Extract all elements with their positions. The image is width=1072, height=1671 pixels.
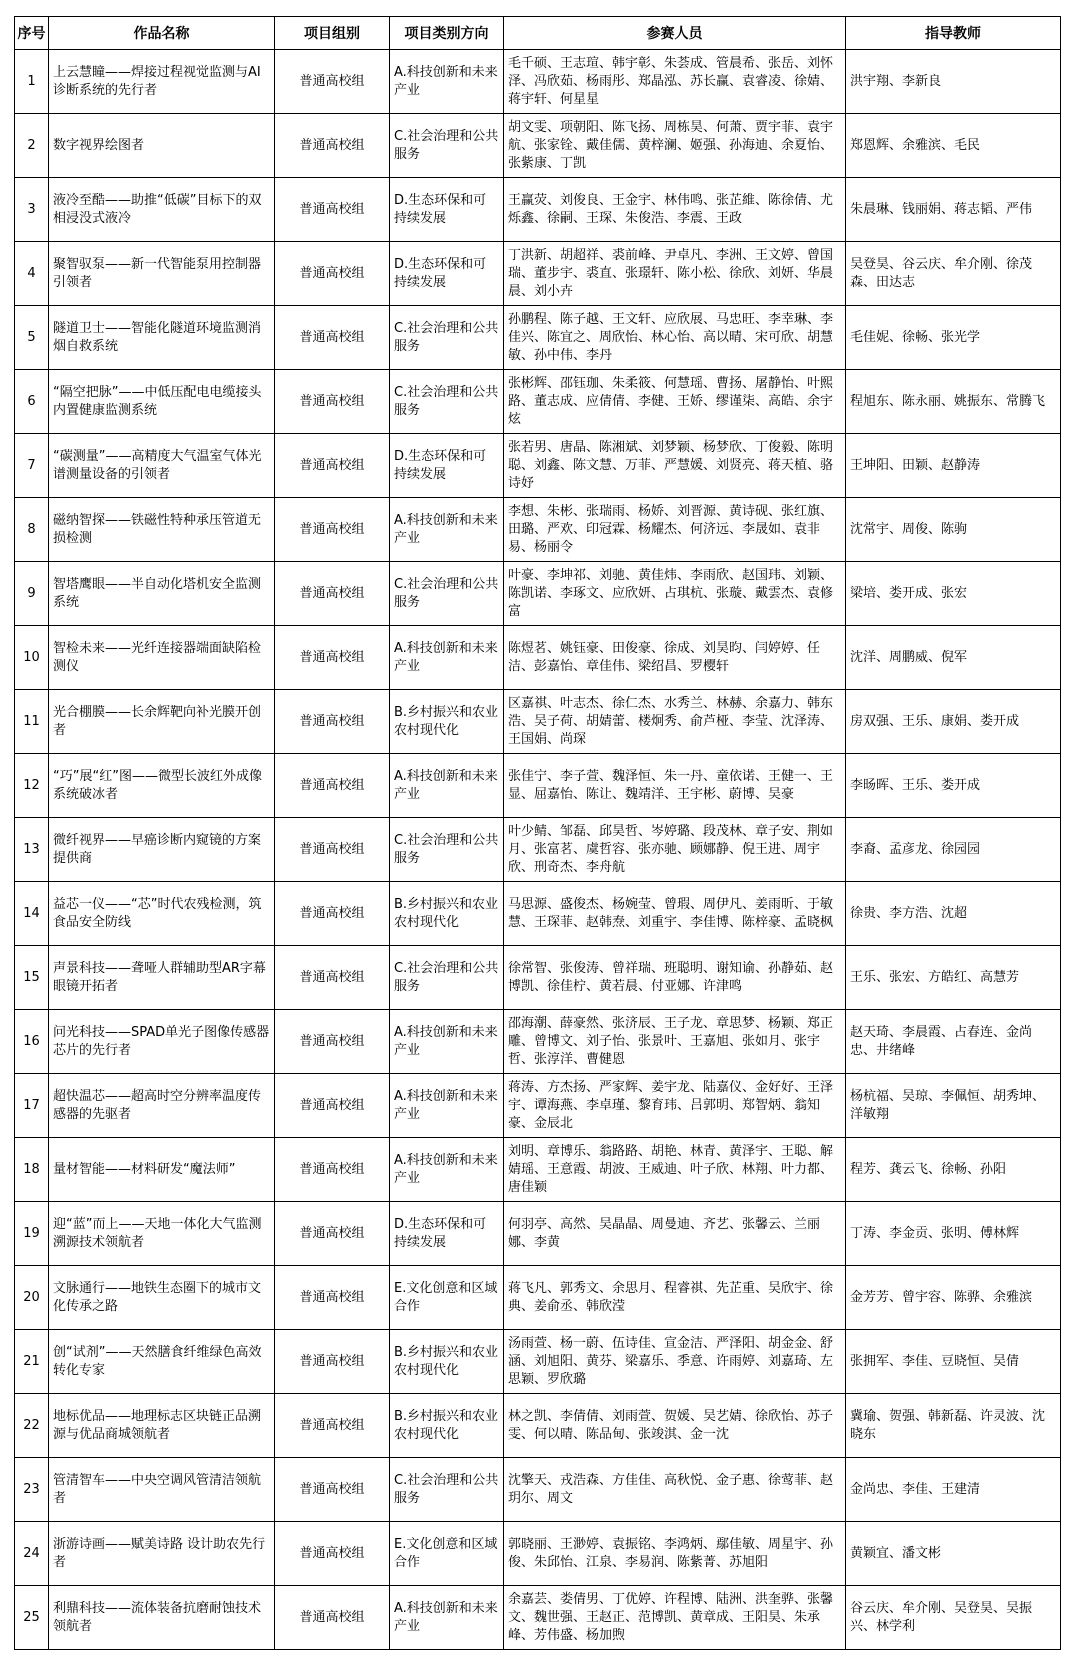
cell-serial: 20 bbox=[15, 1266, 49, 1330]
cell-teachers: 李裔、孟彦龙、徐园园 bbox=[846, 818, 1061, 882]
cell-serial: 8 bbox=[15, 498, 49, 562]
cell-work-name: 隧道卫士——智能化隧道环境监测消烟自救系统 bbox=[49, 306, 275, 370]
cell-members: 毛千硕、王志瑄、韩宇彰、朱荟成、管晨希、张岳、刘怀泽、冯欣茹、杨雨彤、郑晶泓、苏长赢、袁睿凌、徐婧、蒋宇轩、何星星 bbox=[504, 50, 846, 114]
cell-work-name: 声景科技——聋哑人群辅助型AR字幕眼镜开拓者 bbox=[49, 946, 275, 1010]
cell-teachers: 谷云庆、牟介刚、吴登昊、吴振兴、林学利 bbox=[846, 1586, 1061, 1650]
cell-members: 余嘉芸、娄倩男、丁优婷、许程博、陆洲、洪奎骅、张馨文、魏世强、王赵正、范博凯、黄章成、王阳昊、朱承峰、芳伟盛、杨加煦 bbox=[504, 1586, 846, 1650]
cell-members: 李想、朱彬、张瑞雨、杨娇、刘晋源、黄诗砚、张红旗、田璐、严欢、印冠霖、杨耀杰、何济远、李晟如、袁非易、杨丽令 bbox=[504, 498, 846, 562]
cell-members: 何羽亭、高然、吴晶晶、周曼迪、齐艺、张馨云、兰丽娜、李黄 bbox=[504, 1202, 846, 1266]
cell-category: C.社会治理和公共服务 bbox=[390, 946, 504, 1010]
cell-serial: 18 bbox=[15, 1138, 49, 1202]
table-row bbox=[15, 178, 1061, 242]
cell-serial: 2 bbox=[15, 114, 49, 178]
table-row bbox=[15, 1266, 1061, 1330]
cell-group: 普通高校组 bbox=[275, 1330, 390, 1394]
cell-members: 叶少鲭、邹磊、邱昊哲、岑婷璐、段茂林、章子安、荆如月、张富茗、虞哲容、张亦驰、顾娜静、倪王进、周宇欣、刑奇杰、李舟航 bbox=[504, 818, 846, 882]
cell-teachers: 郑恩辉、余雅滨、毛民 bbox=[846, 114, 1061, 178]
award-list-page bbox=[14, 16, 1060, 1650]
cell-category: A.科技创新和未来产业 bbox=[390, 1138, 504, 1202]
table-row bbox=[15, 562, 1061, 626]
cell-work-name: 磁纳智探——铁磁性特种承压管道无损检测 bbox=[49, 498, 275, 562]
table-row bbox=[15, 242, 1061, 306]
cell-category: A.科技创新和未来产业 bbox=[390, 1074, 504, 1138]
cell-group: 普通高校组 bbox=[275, 562, 390, 626]
cell-group: 普通高校组 bbox=[275, 114, 390, 178]
cell-work-name: 量材智能——材料研发“魔法师” bbox=[49, 1138, 275, 1202]
cell-category: A.科技创新和未来产业 bbox=[390, 1010, 504, 1074]
cell-members: 徐常智、张俊涛、曾祥瑞、班聪明、谢知谕、孙静茹、赵博凯、徐佳柠、黄若晨、付亚娜、许津鸣 bbox=[504, 946, 846, 1010]
cell-work-name: 问光科技——SPAD单光子图像传感器芯片的先行者 bbox=[49, 1010, 275, 1074]
cell-teachers: 徐贵、李方浩、沈超 bbox=[846, 882, 1061, 946]
cell-members: 蒋飞凡、郭秀文、余思月、程睿祺、先芷重、吴欣宇、徐典、姜俞丞、韩欣滢 bbox=[504, 1266, 846, 1330]
cell-group: 普通高校组 bbox=[275, 1522, 390, 1586]
cell-work-name: 益芯一仪——“芯”时代农残检测，筑食品安全防线 bbox=[49, 882, 275, 946]
cell-members: 邵海潮、薛豪然、张济辰、王子龙、章思梦、杨颖、郑正雕、曾博文、刘子怡、张景叶、王嘉旭、张如月、张宇哲、张淳洋、曹健恩 bbox=[504, 1010, 846, 1074]
cell-work-name: 上云慧瞳——焊接过程视觉监测与AI 诊断系统的先行者 bbox=[49, 50, 275, 114]
table-row bbox=[15, 690, 1061, 754]
cell-category: B.乡村振兴和农业农村现代化 bbox=[390, 690, 504, 754]
cell-serial: 17 bbox=[15, 1074, 49, 1138]
table-row bbox=[15, 1394, 1061, 1458]
cell-work-name: 超快温芯——超高时空分辨率温度传感器的先驱者 bbox=[49, 1074, 275, 1138]
cell-group: 普通高校组 bbox=[275, 306, 390, 370]
cell-work-name: 管清智车——中央空调风管清洁领航者 bbox=[49, 1458, 275, 1522]
cell-members: 郭晓丽、王渺婷、袁振铭、李鸿炳、鄢佳敏、周星宇、孙俊、朱邱怡、江泉、李易润、陈紫菁、苏旭阳 bbox=[504, 1522, 846, 1586]
table-row bbox=[15, 434, 1061, 498]
cell-category: E.文化创意和区域合作 bbox=[390, 1522, 504, 1586]
cell-group: 普通高校组 bbox=[275, 434, 390, 498]
cell-members: 汤雨萱、杨一蔚、伍诗佳、宣金洁、严泽阳、胡金金、舒涵、刘旭阳、黄芬、梁嘉乐、季意、许雨婷、刘嘉琦、左思颖、罗欣璐 bbox=[504, 1330, 846, 1394]
cell-group: 普通高校组 bbox=[275, 1458, 390, 1522]
cell-category: C.社会治理和公共服务 bbox=[390, 114, 504, 178]
cell-category: C.社会治理和公共服务 bbox=[390, 818, 504, 882]
cell-group: 普通高校组 bbox=[275, 626, 390, 690]
cell-teachers: 冀瑜、贺强、韩新磊、许灵波、沈晓东 bbox=[846, 1394, 1061, 1458]
cell-group: 普通高校组 bbox=[275, 1394, 390, 1458]
cell-category: B.乡村振兴和农业农村现代化 bbox=[390, 882, 504, 946]
table-body bbox=[15, 50, 1061, 1650]
cell-work-name: 利鼎科技——流体装备抗磨耐蚀技术领航者 bbox=[49, 1586, 275, 1650]
cell-serial: 15 bbox=[15, 946, 49, 1010]
cell-teachers: 赵天琦、李晨霞、占春连、金尚忠、井绪峰 bbox=[846, 1010, 1061, 1074]
cell-members: 林之凯、李倩倩、刘雨萱、贺媛、吴艺婧、徐欣怡、苏子雯、何以晴、陈品甸、张竣淇、金一沈 bbox=[504, 1394, 846, 1458]
cell-serial: 16 bbox=[15, 1010, 49, 1074]
table-row bbox=[15, 1074, 1061, 1138]
cell-work-name: 数字视界绘图者 bbox=[49, 114, 275, 178]
cell-category: B.乡村振兴和农业农村现代化 bbox=[390, 1394, 504, 1458]
cell-serial: 21 bbox=[15, 1330, 49, 1394]
cell-serial: 9 bbox=[15, 562, 49, 626]
cell-serial: 1 bbox=[15, 50, 49, 114]
table-row bbox=[15, 50, 1061, 114]
table-row bbox=[15, 1138, 1061, 1202]
cell-category: C.社会治理和公共服务 bbox=[390, 306, 504, 370]
cell-work-name: 聚智驭泵——新一代智能泵用控制器引领者 bbox=[49, 242, 275, 306]
cell-group: 普通高校组 bbox=[275, 242, 390, 306]
table-row bbox=[15, 306, 1061, 370]
cell-work-name: 液冷至酷——助推“低碳”目标下的双相浸没式液冷 bbox=[49, 178, 275, 242]
cell-teachers: 杨杭福、吴琼、李佩恒、胡秀坤、洋敏翔 bbox=[846, 1074, 1061, 1138]
cell-members: 蒋涛、方杰扬、严家辉、姜宇龙、陆嘉仪、金好好、王泽宇、谭海燕、李卓瑾、黎育玮、吕郭明、郑智炳、翁知豪、金辰北 bbox=[504, 1074, 846, 1138]
cell-category: E.文化创意和区域合作 bbox=[390, 1266, 504, 1330]
cell-work-name: 文脉通行——地铁生态圈下的城市文化传承之路 bbox=[49, 1266, 275, 1330]
cell-category: C.社会治理和公共服务 bbox=[390, 370, 504, 434]
cell-serial: 4 bbox=[15, 242, 49, 306]
cell-group: 普通高校组 bbox=[275, 1586, 390, 1650]
cell-teachers: 洪宇翔、李新良 bbox=[846, 50, 1061, 114]
cell-serial: 25 bbox=[15, 1586, 49, 1650]
cell-teachers: 丁涛、李金贡、张明、傅林辉 bbox=[846, 1202, 1061, 1266]
cell-work-name: 创“试剂”——天然膳食纤维绿色高效转化专家 bbox=[49, 1330, 275, 1394]
cell-serial: 11 bbox=[15, 690, 49, 754]
cell-teachers: 金尚忠、李佳、王建清 bbox=[846, 1458, 1061, 1522]
table-row bbox=[15, 754, 1061, 818]
cell-category: C.社会治理和公共服务 bbox=[390, 1458, 504, 1522]
cell-members: 叶豪、李坤祁、刘驰、黄佳炜、李雨欣、赵国玮、刘颖、陈凯诺、李琢文、应欣妍、占琪杭、张璇、戴雲杰、袁修富 bbox=[504, 562, 846, 626]
cell-work-name: 微纤视界——早癌诊断内窥镜的方案提供商 bbox=[49, 818, 275, 882]
cell-serial: 13 bbox=[15, 818, 49, 882]
cell-work-name: 迎“蓝”而上——天地一体化大气监测溯源技术领航者 bbox=[49, 1202, 275, 1266]
cell-serial: 23 bbox=[15, 1458, 49, 1522]
cell-work-name: “巧”展“红”图——微型长波红外成像系统破冰者 bbox=[49, 754, 275, 818]
cell-members: 沈擎天、戎浩森、方佳佳、高秋悦、金子惠、徐莺菲、赵玥尔、周文 bbox=[504, 1458, 846, 1522]
cell-work-name: 光合棚膜——长余辉靶向补光膜开创者 bbox=[49, 690, 275, 754]
cell-category: B.乡村振兴和农业农村现代化 bbox=[390, 1330, 504, 1394]
cell-category: A.科技创新和未来产业 bbox=[390, 626, 504, 690]
cell-teachers: 毛佳妮、徐畅、张光学 bbox=[846, 306, 1061, 370]
cell-category: A.科技创新和未来产业 bbox=[390, 1586, 504, 1650]
cell-teachers: 金芳芳、曾宇容、陈骅、余雅滨 bbox=[846, 1266, 1061, 1330]
cell-work-name: 智检未来——光纤连接器端面缺陷检测仪 bbox=[49, 626, 275, 690]
table-row bbox=[15, 1586, 1061, 1650]
header-category: 项目类别方向 bbox=[390, 17, 504, 50]
cell-category: D.生态环保和可持续发展 bbox=[390, 434, 504, 498]
cell-work-name: 浙游诗画——赋美诗路 设计助农先行者 bbox=[49, 1522, 275, 1586]
table-row bbox=[15, 114, 1061, 178]
table-row bbox=[15, 1010, 1061, 1074]
cell-work-name: “碳测量”——高精度大气温室气体光谱测量设备的引领者 bbox=[49, 434, 275, 498]
cell-category: D.生态环保和可持续发展 bbox=[390, 242, 504, 306]
cell-group: 普通高校组 bbox=[275, 498, 390, 562]
cell-members: 胡文雯、项朝阳、陈飞扬、周栋昊、何萧、贾宇菲、袁宇航、张家铨、戴佳儒、黄梓澜、姬强、孙海迪、余夏怡、张紫康、丁凯 bbox=[504, 114, 846, 178]
cell-group: 普通高校组 bbox=[275, 818, 390, 882]
cell-teachers: 沈洋、周鹏威、倪军 bbox=[846, 626, 1061, 690]
cell-category: D.生态环保和可持续发展 bbox=[390, 178, 504, 242]
table-row bbox=[15, 370, 1061, 434]
cell-serial: 12 bbox=[15, 754, 49, 818]
cell-teachers: 朱晨琳、钱丽娟、蒋志韬、严伟 bbox=[846, 178, 1061, 242]
cell-teachers: 房双强、王乐、康娟、娄开成 bbox=[846, 690, 1061, 754]
cell-members: 张佳宁、李子萱、魏泽恒、朱一丹、童依诺、王健一、王显、屈嘉怡、陈让、魏靖洋、王宇彬、蔚博、吴豪 bbox=[504, 754, 846, 818]
cell-teachers: 程芳、龚云飞、徐畅、孙阳 bbox=[846, 1138, 1061, 1202]
header-work-name: 作品名称 bbox=[49, 17, 275, 50]
table-row bbox=[15, 946, 1061, 1010]
table-row bbox=[15, 1330, 1061, 1394]
cell-teachers: 王坤阳、田颖、赵静涛 bbox=[846, 434, 1061, 498]
cell-serial: 24 bbox=[15, 1522, 49, 1586]
cell-group: 普通高校组 bbox=[275, 1266, 390, 1330]
cell-category: A.科技创新和未来产业 bbox=[390, 754, 504, 818]
table-row bbox=[15, 1522, 1061, 1586]
cell-teachers: 张拥军、李佳、豆晓恒、吴倩 bbox=[846, 1330, 1061, 1394]
cell-serial: 3 bbox=[15, 178, 49, 242]
cell-teachers: 李旸晖、王乐、娄开成 bbox=[846, 754, 1061, 818]
cell-group: 普通高校组 bbox=[275, 754, 390, 818]
cell-group: 普通高校组 bbox=[275, 370, 390, 434]
cell-group: 普通高校组 bbox=[275, 1074, 390, 1138]
table-row bbox=[15, 626, 1061, 690]
cell-group: 普通高校组 bbox=[275, 946, 390, 1010]
header-teachers: 指导教师 bbox=[846, 17, 1061, 50]
header-members: 参赛人员 bbox=[504, 17, 846, 50]
header-serial: 序号 bbox=[15, 17, 49, 50]
cell-teachers: 程旭东、陈永丽、姚振东、常腾飞 bbox=[846, 370, 1061, 434]
cell-teachers: 梁培、娄开成、张宏 bbox=[846, 562, 1061, 626]
table-row bbox=[15, 1202, 1061, 1266]
header-group: 项目组别 bbox=[275, 17, 390, 50]
cell-teachers: 王乐、张宏、方皓红、高慧芳 bbox=[846, 946, 1061, 1010]
cell-members: 孙鹏程、陈子越、王文轩、应欣展、马忠旺、李幸琳、李佳兴、陈宜之、周欣怡、林心怡、高以晴、宋可欣、胡慧敏、孙中伟、李丹 bbox=[504, 306, 846, 370]
cell-group: 普通高校组 bbox=[275, 1010, 390, 1074]
table-row bbox=[15, 882, 1061, 946]
cell-group: 普通高校组 bbox=[275, 690, 390, 754]
cell-group: 普通高校组 bbox=[275, 1202, 390, 1266]
table-row bbox=[15, 818, 1061, 882]
cell-teachers: 吴登昊、谷云庆、牟介刚、徐茂森、田达志 bbox=[846, 242, 1061, 306]
cell-teachers: 黄颖宜、潘文彬 bbox=[846, 1522, 1061, 1586]
cell-category: D.生态环保和可持续发展 bbox=[390, 1202, 504, 1266]
cell-members: 区嘉祺、叶志杰、徐仁杰、水秀兰、林赫、余嘉力、韩东浩、吴子荷、胡婧蕾、楼炯秀、俞芦桠、李莹、沈泽涛、王国娟、尚琛 bbox=[504, 690, 846, 754]
cell-group: 普通高校组 bbox=[275, 50, 390, 114]
table-row bbox=[15, 1458, 1061, 1522]
table-header-row bbox=[15, 17, 1061, 50]
cell-work-name: 地标优品——地理标志区块链正品溯源与优品商城领航者 bbox=[49, 1394, 275, 1458]
award-table bbox=[14, 16, 1061, 1650]
cell-members: 刘明、章博乐、翁路路、胡艳、林青、黄泽宇、王聪、解婧瑶、王意霞、胡波、王威迪、叶子欣、林翔、叶力都、唐佳颖 bbox=[504, 1138, 846, 1202]
cell-members: 张若男、唐晶、陈湘斌、刘梦颖、杨梦欣、丁俊毅、陈明聪、刘鑫、陈文慧、万菲、严慧媛、刘贤亮、蒋天植、骆诗妤 bbox=[504, 434, 846, 498]
cell-category: A.科技创新和未来产业 bbox=[390, 498, 504, 562]
cell-serial: 7 bbox=[15, 434, 49, 498]
cell-group: 普通高校组 bbox=[275, 178, 390, 242]
cell-members: 马思源、盛俊杰、杨婉莹、曾瑕、周伊凡、姜雨昕、于敏慧、王琛菲、赵韩焘、刘重宇、李佳博、陈梓豪、孟晓枫 bbox=[504, 882, 846, 946]
cell-category: C.社会治理和公共服务 bbox=[390, 562, 504, 626]
cell-work-name: “隔空把脉”——中低压配电电缆接头内置健康监测系统 bbox=[49, 370, 275, 434]
cell-serial: 10 bbox=[15, 626, 49, 690]
cell-members: 张彬辉、邵钰珈、朱柔筱、何慧瑶、曹扬、屠静怡、叶熙路、董志成、应倩倩、李健、王娇、缪谨柒、高皓、余宇炫 bbox=[504, 370, 846, 434]
cell-serial: 5 bbox=[15, 306, 49, 370]
cell-members: 王赢荧、刘俊良、王金宇、林伟鸣、张芷維、陈徐倩、尤烁鑫、徐嗣、王琛、朱俊浩、李震、王政 bbox=[504, 178, 846, 242]
cell-group: 普通高校组 bbox=[275, 1138, 390, 1202]
cell-group: 普通高校组 bbox=[275, 882, 390, 946]
cell-serial: 6 bbox=[15, 370, 49, 434]
cell-members: 陈煜茗、姚钰豪、田俊豪、徐成、刘昊昀、闫婷婷、任洁、彭嘉怡、章佳伟、梁绍昌、罗樱轩 bbox=[504, 626, 846, 690]
cell-serial: 19 bbox=[15, 1202, 49, 1266]
table-row bbox=[15, 498, 1061, 562]
cell-category: A.科技创新和未来产业 bbox=[390, 50, 504, 114]
cell-serial: 22 bbox=[15, 1394, 49, 1458]
cell-members: 丁洪新、胡超祥、裘前峰、尹卓凡、李洲、王文婷、曾国瑞、董步宇、裘直、张璟轩、陈小松、徐欣、刘妍、华晨晨、刘小卉 bbox=[504, 242, 846, 306]
cell-serial: 14 bbox=[15, 882, 49, 946]
cell-teachers: 沈常宇、周俊、陈驹 bbox=[846, 498, 1061, 562]
cell-work-name: 智塔鹰眼——半自动化塔机安全监测系统 bbox=[49, 562, 275, 626]
